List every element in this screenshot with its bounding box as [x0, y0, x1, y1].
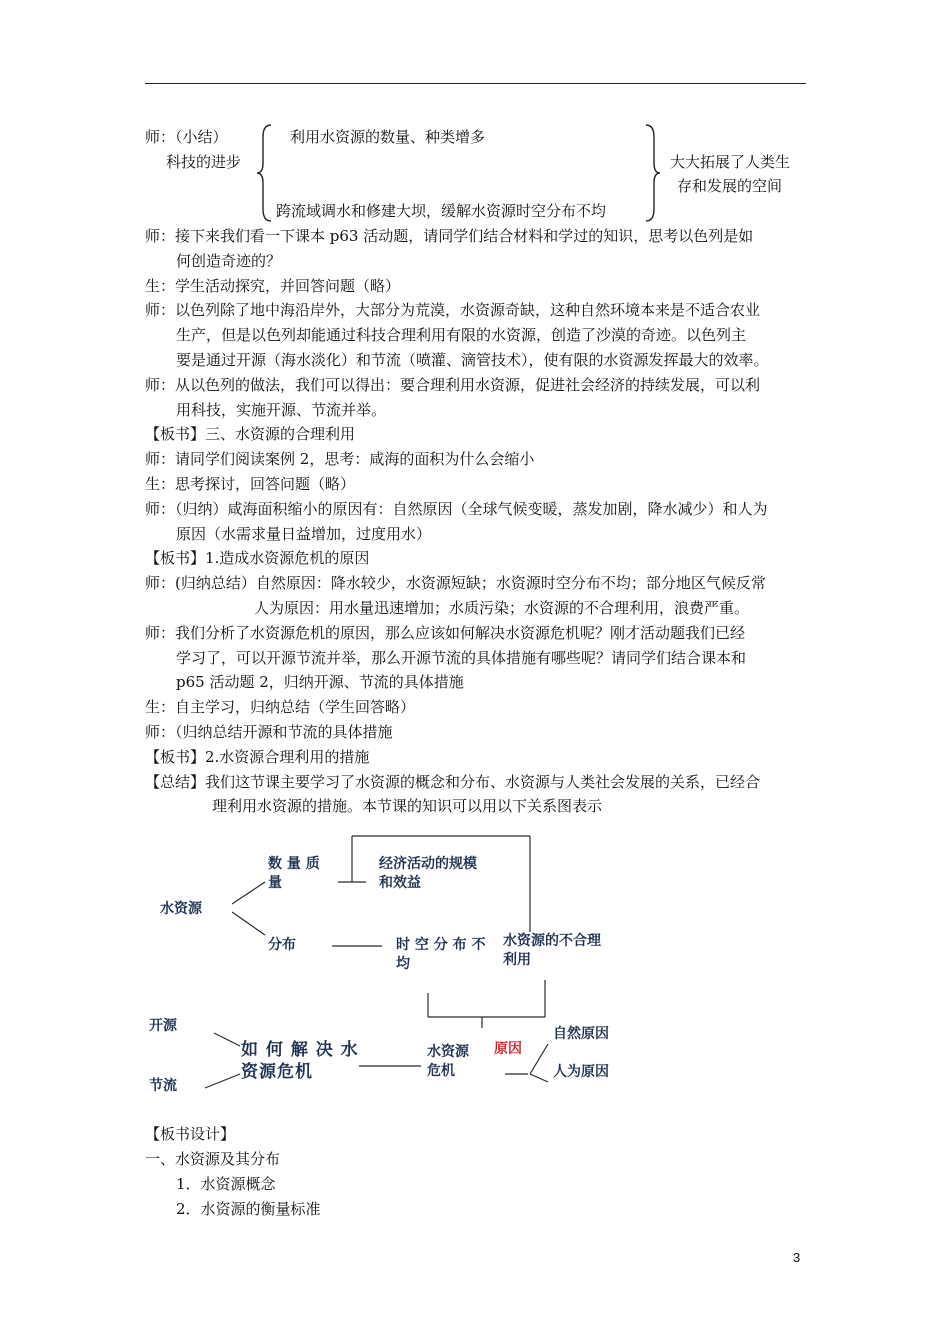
paragraph-line: 【板书】三、水资源的合理利用: [145, 425, 356, 443]
diagram-save-flow: 节流: [149, 1078, 177, 1094]
paragraph-line: 【总结】我们这节课主要学习了水资源的概念和分布、水资源与人类社会发展的关系，已经合: [145, 773, 761, 791]
paragraph-continuation-line: 理利用水资源的措施。本节课的知识可以用以下关系图表示: [212, 797, 603, 815]
paragraph-line: 师：接下来我们看一下课本 p63 活动题，请同学们结合材料和学过的知识，思考以色列是如: [145, 227, 754, 245]
paragraph-line: 生：学生活动探究，并回答问题（略）: [145, 277, 401, 295]
diagram-economic-line1: 经济活动的规模: [379, 856, 477, 872]
summary-item-bottom: 跨流域调水和修建大坝，缓解水资源时空分布不均: [276, 202, 607, 220]
paragraph-continuation-line: 用科技，实施开源、节流并举。: [176, 401, 387, 419]
paragraph-line: 师：(归纳总结）自然原因：降水较少，水资源短缺；水资源时空分布不均；部分地区气候反常: [145, 574, 766, 592]
diagram-quantity-quality-line2: 量: [268, 875, 282, 891]
paragraph-line: 生：自主学习，归纳总结（学生回答略）: [145, 698, 416, 716]
paragraph-line: 生：思考探讨，回答问题（略）: [145, 475, 356, 493]
diagram-human-cause: 人为原因: [553, 1064, 609, 1080]
diagram-open-source: 开源: [149, 1018, 177, 1034]
paragraph-continuation-line: 生产，但是以色列却能通过科技合理利用有限的水资源，创造了沙漠的奇迹。以色列主: [176, 326, 747, 344]
paragraph-continuation-line: 学习了，可以开源节流并举，那么开源节流的具体措施有哪些呢？请同学们结合课本和: [176, 649, 747, 667]
diagram-natural-cause: 自然原因: [553, 1026, 609, 1042]
diagram-solve-line2: 资源危机: [241, 1062, 313, 1082]
diagram-crisis-line1: 水资源: [427, 1044, 469, 1060]
paragraph-continuation-line: p65 活动题 2，归纳开源、节流的具体措施: [176, 673, 464, 691]
summary-right-line2: 存和发展的空间: [677, 177, 783, 195]
board-design-item: 2．水资源的衡量标准: [176, 1200, 321, 1218]
diagram-unreasonable-line2: 利用: [503, 952, 531, 968]
diagram-solve-line1: 如 何 解 决 水: [241, 1040, 359, 1060]
paragraph-line: 【板书】2.水资源合理利用的措施: [145, 748, 370, 766]
page-number: 3: [793, 1250, 801, 1265]
paragraph-line: 【板书】1.造成水资源危机的原因: [145, 549, 370, 567]
paragraph-continuation-line: 原因（水需求量日益增加，过度用水）: [176, 525, 432, 543]
diagram-spatiotemporal-line2: 均: [396, 956, 410, 972]
paragraph-line: 师：以色列除了地中海沿岸外，大部分为荒漠，水资源奇缺，这种自然环境本来是不适合农业: [145, 301, 761, 319]
paragraph-line: 师：我们分析了水资源危机的原因，那么应该如何解决水资源危机呢？刚才活动题我们已经: [145, 624, 746, 642]
paragraph-line: 人为原因：用水量迅速增加；水质污染；水资源的不合理利用，浪费严重。: [254, 599, 750, 617]
diagram-cause: 原因: [494, 1041, 522, 1057]
diagram-quantity-quality-line1: 数 量 质: [268, 856, 320, 872]
paragraph-line: 师：（归纳总结开源和节流的具体措施: [145, 723, 393, 741]
summary-speaker: 师：（小结）: [145, 128, 228, 146]
diagram-water-resource: 水资源: [160, 901, 202, 917]
paragraph-continuation-line: 要是通过开源（海水淡化）和节流（喷灌、滴管技术），使有限的水资源发挥最大的效率。: [176, 351, 769, 369]
summary-item-top: 利用水资源的数量、种类增多: [290, 128, 486, 146]
board-design-item: 1．水资源概念: [176, 1175, 276, 1193]
diagram-economic-line2: 和效益: [379, 875, 421, 891]
summary-right-line1: 大大拓展了人类生: [670, 153, 791, 171]
board-design-title: 【板书设计】: [145, 1125, 236, 1143]
diagram-crisis-line2: 危机: [427, 1063, 455, 1079]
diagram-unreasonable-line1: 水资源的不合理: [503, 933, 601, 949]
paragraph-continuation-line: 何创造奇迹的？: [176, 252, 282, 270]
diagram-distribution: 分布: [268, 937, 296, 953]
paragraph-line: 师：（归纳）咸海面积缩小的原因有：自然原因（全球气候变暖，蒸发加剧，降水减少）和人为: [145, 500, 768, 518]
board-design-section: 一、水资源及其分布: [145, 1150, 281, 1168]
paragraph-line: 师：从以色列的做法，我们可以得出：要合理利用水资源，促进社会经济的持续发展，可以利: [145, 376, 761, 394]
paragraph-line: 师：请同学们阅读案例 2，思考：咸海的面积为什么会缩小: [145, 450, 535, 468]
summary-left-label: 科技的进步: [166, 153, 242, 171]
diagram-spatiotemporal-line1: 时 空 分 布 不: [396, 937, 486, 953]
